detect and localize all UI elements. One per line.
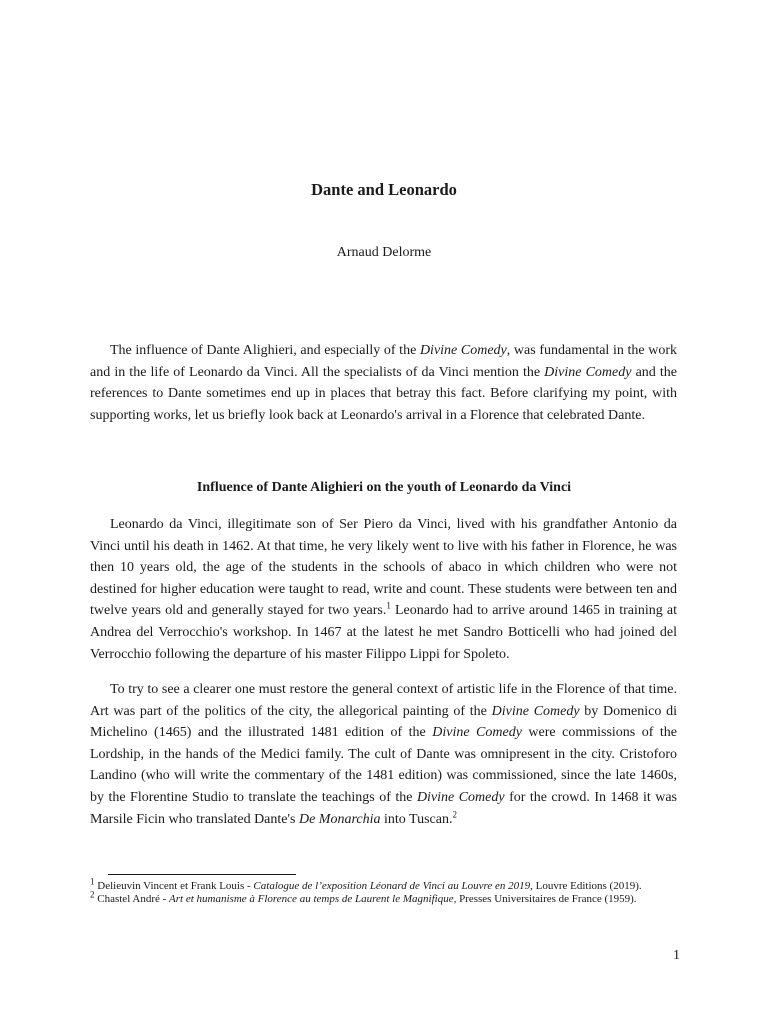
- intro-italic-2: Divine Comedy: [544, 364, 632, 380]
- footnote-1-italic: Catalogue de l’exposition Léonard de Vinci au Louvre en 2019,: [253, 880, 533, 892]
- para2-text-4: for the crowd. In 1468 it was Marsile Ficin who translated Dante's: [90, 789, 678, 827]
- page-number: 1: [673, 948, 680, 963]
- document-author: Arnaud Delorme: [336, 245, 432, 260]
- footnote-2-italic: Art et humanisme à Florence au temps de Laurent le Magnifique,: [169, 892, 457, 905]
- footnote-1: [90, 876, 677, 893]
- intro-italic-1: Divine Comedy: [419, 343, 507, 358]
- para2-italic-3: Divine Comedy: [416, 789, 505, 805]
- para2-italic-4: De Monarchia: [298, 811, 381, 827]
- document-title: Dante and Leonardo: [311, 180, 457, 199]
- body-paragraph-1: [90, 514, 677, 665]
- footnote-2-number: 2: [90, 888, 95, 899]
- intro-text-2: , was fundamental in the work and in the life of Leonardo da Vinci. All the specialists of da Vinci mention the: [90, 343, 677, 380]
- para1-text-1: Leonardo da Vinci, illegitimate son of Ser Piero da Vinci, lived with his grandfather Antonio da Vinci until his death in 1462. At that time, he very likely went to live with his father in Florence, he was then 10 years old, the age of the students in the schools of abaco in which children who were not destined for higher education were taught to read, write and count. These students were between ten and twelve years old and generally stayed for two years.: [90, 517, 677, 619]
- footnote-2-text-1: Chastel André -: [94, 892, 170, 905]
- section-heading: Influence of Dante Alighieri on the youth of Leonardo da Vinci: [196, 480, 572, 495]
- footnotes: [90, 876, 677, 905]
- footnote-separator: [108, 874, 296, 875]
- footnote-1-text-1: Delieuvin Vincent et Frank Louis -: [94, 880, 254, 892]
- body-paragraph-2: [90, 679, 677, 830]
- para2-italic-1: Divine Comedy: [491, 703, 580, 719]
- para2-italic-2: Divine Comedy: [432, 725, 522, 741]
- footnote-2: [90, 888, 677, 906]
- para2-text-3: were commissions of the Lordship, in the hands of the Medici family. The cult of Dante was omnipresent in the city. Cristoforo Landino (who will write the commentary of the 1481 edition) was commissioned, since the late 1460s, by the Florentine Studio to translate the teachings of the: [90, 725, 677, 805]
- footnote-2-text-2: Presses Universitaires de France (1959).: [456, 892, 637, 905]
- intro-text-1: The influence of Dante Alighieri, and especially of the: [110, 343, 420, 358]
- footnote-ref-2[interactable]: 2: [452, 808, 457, 819]
- footnote-ref-1[interactable]: 1: [386, 600, 391, 611]
- footnote-1-number: 1: [90, 876, 95, 887]
- footnote-1-text-2: Louvre Editions (2019).: [532, 880, 642, 892]
- intro-paragraph: [90, 340, 677, 426]
- para1-text-2: Leonardo had to arrive around 1465 in training at Andrea del Verrocchio's workshop. In 1467 at the latest he met Sandro Botticelli who had joined del Verrocchio following the departure of his master Filippo Lippi for Spoleto.: [90, 603, 677, 662]
- para2-text-5: into Tuscan.: [380, 811, 453, 827]
- intro-text-3: and the references to Dante sometimes end up in places that betray this fact. Before clarifying my point, with supporting works, let us briefly look back at Leonardo's arrival in a Florence that celebrated Dante.: [90, 364, 677, 423]
- para2-text-1: To try to see a clearer one must restore the general context of artistic life in the Florence of that time. Art was part of the politics of the city, the allegorical painting of the: [90, 682, 677, 719]
- para2-text-2: by Domenico di Michelino (1465) and the illustrated 1481 edition of the: [90, 703, 677, 741]
